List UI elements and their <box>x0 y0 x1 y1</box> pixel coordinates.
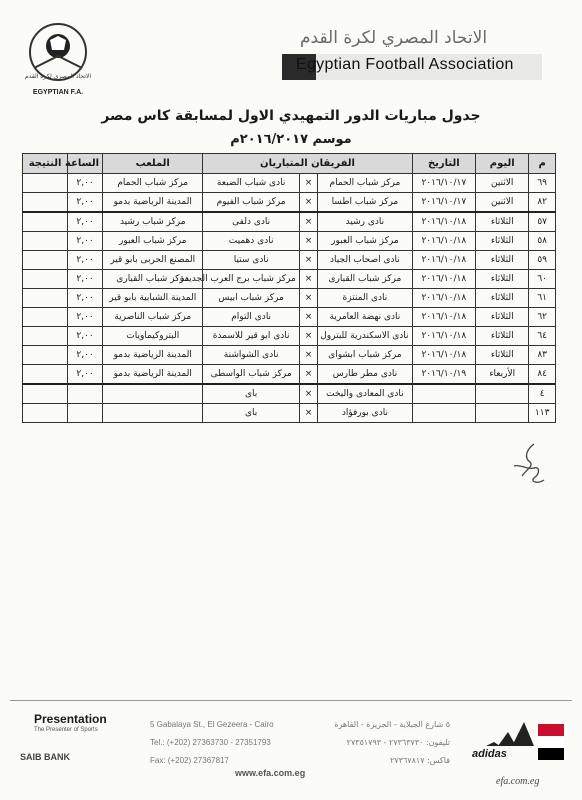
org-name-arabic: الاتحاد المصري لكرة القدم <box>300 28 488 48</box>
cell-day: الاثنين <box>476 193 529 213</box>
cell-result <box>23 384 68 404</box>
cell-result <box>23 404 68 423</box>
cell-venue <box>103 384 203 404</box>
table-row <box>23 270 556 289</box>
table-row <box>23 346 556 365</box>
header-day: اليوم <box>476 154 529 174</box>
cell-date: ٢٠١٦/١٠/١٨ <box>412 346 476 365</box>
cell-venue <box>103 404 203 423</box>
cell-venue: المدينة الرياضية بدمو <box>103 193 203 213</box>
cell-date: ٢٠١٦/١٠/١٧ <box>412 174 476 193</box>
cell-num: ٦٠ <box>529 270 556 289</box>
header-date: التاريخ <box>412 154 476 174</box>
cell-venue: المدينة الرياضية بدمو <box>103 365 203 385</box>
table-row <box>23 404 556 423</box>
cell-day <box>476 384 529 404</box>
cell-num: ٤ <box>529 384 556 404</box>
logo-english-text: EGYPTIAN F.A. <box>32 89 84 96</box>
cell-num: ٦٤ <box>529 327 556 346</box>
cell-teamA: مركز شباب العبور <box>318 232 412 251</box>
cell-time: ٢,٠٠ <box>68 346 103 365</box>
match-schedule-table <box>22 153 556 423</box>
cell-x: × <box>299 308 317 327</box>
table-row <box>23 308 556 327</box>
cell-day: الثلاثاء <box>476 308 529 327</box>
cell-x: × <box>299 232 317 251</box>
table-row <box>23 193 556 213</box>
cell-time: ٢,٠٠ <box>68 193 103 213</box>
table-row <box>23 232 556 251</box>
cell-day: الثلاثاء <box>476 327 529 346</box>
cell-venue: مركز شباب رشيد <box>103 212 203 232</box>
org-name-english: Egyptian Football Association <box>296 56 514 73</box>
cell-teamA: نادى رشيد <box>318 212 412 232</box>
presentation-logo: Presentation <box>34 712 107 726</box>
cell-result <box>23 174 68 193</box>
table-row <box>23 251 556 270</box>
cell-teamB: نادى ستيا <box>203 251 299 270</box>
cell-teamA: نادى اصحاب الجياد <box>318 251 412 270</box>
cell-x: × <box>299 174 317 193</box>
cell-venue: مركز شباب الحمام <box>103 174 203 193</box>
cell-x: × <box>299 365 317 385</box>
cell-result <box>23 232 68 251</box>
footer-address-english <box>150 716 274 770</box>
cell-teamB: نادى دلفى <box>203 212 299 232</box>
cell-date <box>412 384 476 404</box>
cell-result <box>23 270 68 289</box>
address-line-ar: ٥ شارع الجبلاية - الجزيرة - القاهرة <box>334 720 450 729</box>
footer-website: www.efa.com.eg <box>235 768 306 778</box>
cell-date: ٢٠١٦/١٠/١٩ <box>412 365 476 385</box>
season-subtitle: موسم ٢٠١٦/٢٠١٧م <box>230 132 352 147</box>
address-line: 5 Gabalaya St., El Gezeera - Cairo <box>150 720 274 729</box>
phone-line: Tel.: (+202) 27363730 - 27351793 <box>150 738 271 747</box>
cell-result <box>23 327 68 346</box>
cell-venue: المصنع الحربى بابو قير <box>103 251 203 270</box>
cell-teamB: نادى التوام <box>203 308 299 327</box>
cell-result <box>23 212 68 232</box>
cell-x: × <box>299 289 317 308</box>
cell-time: ٢,٠٠ <box>68 327 103 346</box>
cell-teamB: مركز شباب الواسطى <box>203 365 299 385</box>
cell-teamB: مركز شباب برج العرب الجديدة <box>203 270 299 289</box>
cell-date: ٢٠١٦/١٠/١٨ <box>412 308 476 327</box>
cell-time <box>68 404 103 423</box>
cell-time: ٢,٠٠ <box>68 270 103 289</box>
cell-teamA: مركز شباب القبارى <box>318 270 412 289</box>
cell-num: ٥٧ <box>529 212 556 232</box>
header-result: النتيجة <box>23 154 68 174</box>
cell-num: ٨٣ <box>529 346 556 365</box>
cell-venue: المدينة الشبابية بابو قير <box>103 289 203 308</box>
cell-teamB: نادى ابو قير للاسمدة <box>203 327 299 346</box>
cell-teamB: مركز شباب ابيس <box>203 289 299 308</box>
cell-time: ٢,٠٠ <box>68 212 103 232</box>
cell-day: الثلاثاء <box>476 212 529 232</box>
cell-num: ٥٨ <box>529 232 556 251</box>
cell-date: ٢٠١٦/١٠/١٨ <box>412 232 476 251</box>
cell-venue: البتروكيماويات <box>103 327 203 346</box>
cell-day <box>476 404 529 423</box>
cell-day: الاثنين <box>476 174 529 193</box>
cell-time: ٢,٠٠ <box>68 308 103 327</box>
cell-num: ٦٢ <box>529 308 556 327</box>
header-teams: الفريقان المتباريان <box>203 154 412 174</box>
corner-website: efa.com.eg <box>496 776 540 787</box>
cell-x: × <box>299 346 317 365</box>
table-row <box>23 365 556 385</box>
cell-time: ٢,٠٠ <box>68 289 103 308</box>
cell-time <box>68 384 103 404</box>
phone-line-ar: تليفون: ٢٧٣٦٣٧٣٠ - ٢٧٣٥١٧٩٣ <box>346 738 450 747</box>
table-row <box>23 174 556 193</box>
cell-teamA: مركز شباب ابشواى <box>318 346 412 365</box>
cell-teamA: نادى بورفؤاد <box>318 404 412 423</box>
cell-result <box>23 365 68 385</box>
efa-logo-icon <box>14 16 102 100</box>
cell-x: × <box>299 384 317 404</box>
cell-teamB: باى <box>203 404 299 423</box>
cell-day: الثلاثاء <box>476 270 529 289</box>
cell-x: × <box>299 404 317 423</box>
table-row <box>23 327 556 346</box>
header-time: الساعة <box>68 154 103 174</box>
cell-result <box>23 346 68 365</box>
cell-teamB: نادى دهميت <box>203 232 299 251</box>
cell-num: ٨٢ <box>529 193 556 213</box>
cell-time: ٢,٠٠ <box>68 365 103 385</box>
cell-teamA: نادى نهضة العامرية <box>318 308 412 327</box>
table-header-row <box>23 154 556 174</box>
table-row <box>23 289 556 308</box>
cell-day: الأربعاء <box>476 365 529 385</box>
cell-x: × <box>299 251 317 270</box>
table-body <box>23 174 556 423</box>
header-venue: الملعب <box>103 154 203 174</box>
cell-teamB: مركز شباب الفيوم <box>203 193 299 213</box>
cell-x: × <box>299 193 317 213</box>
cell-time: ٢,٠٠ <box>68 232 103 251</box>
cell-day: الثلاثاء <box>476 289 529 308</box>
fax-line-ar: فاكس: ٢٧٣٦٧٨١٧ <box>390 756 450 765</box>
presentation-tagline: The Presenter of Sports <box>34 727 98 733</box>
sponsor-name: adidas <box>472 748 507 760</box>
cell-teamA: مركز شباب اطسا <box>318 193 412 213</box>
cell-result <box>23 193 68 213</box>
cell-venue: مركز شباب القبارى <box>103 270 203 289</box>
cell-date: ٢٠١٦/١٠/١٨ <box>412 212 476 232</box>
cell-time: ٢,٠٠ <box>68 174 103 193</box>
cell-teamB: نادى شباب الضبعة <box>203 174 299 193</box>
cell-x: × <box>299 212 317 232</box>
cell-venue: مركز شباب العبور <box>103 232 203 251</box>
cell-date: ٢٠١٦/١٠/١٨ <box>412 289 476 308</box>
cell-num: ٨٤ <box>529 365 556 385</box>
cell-date: ٢٠١٦/١٠/١٧ <box>412 193 476 213</box>
cell-day: الثلاثاء <box>476 346 529 365</box>
fax-line: Fax: (+202) 27367817 <box>150 756 229 765</box>
cell-num: ٦١ <box>529 289 556 308</box>
cell-num: ٦٩ <box>529 174 556 193</box>
cell-result <box>23 251 68 270</box>
cell-teamA: نادى مطر طارس <box>318 365 412 385</box>
cell-day: الثلاثاء <box>476 251 529 270</box>
cell-venue: مركز شباب الناصرية <box>103 308 203 327</box>
cell-date <box>412 404 476 423</box>
cell-time: ٢,٠٠ <box>68 251 103 270</box>
cell-date: ٢٠١٦/١٠/١٨ <box>412 251 476 270</box>
cell-date: ٢٠١٦/١٠/١٨ <box>412 270 476 289</box>
document-title: جدول مباريات الدور التمهيدي الاول لمسابقة كاس مصر <box>101 108 481 124</box>
cell-num: ٥٩ <box>529 251 556 270</box>
table-row <box>23 212 556 232</box>
cell-result <box>23 289 68 308</box>
header-num: م <box>529 154 556 174</box>
cell-teamB: نادى الشواشنة <box>203 346 299 365</box>
cell-day: الثلاثاء <box>476 232 529 251</box>
saib-logo: SAIB BANK <box>20 752 71 762</box>
cell-result <box>23 308 68 327</box>
cell-teamB: باى <box>203 384 299 404</box>
footer-divider <box>10 700 572 701</box>
cell-teamA: نادى المنتزة <box>318 289 412 308</box>
cell-x: × <box>299 270 317 289</box>
letterhead <box>0 0 582 100</box>
cell-venue: المدينة الرياضية بدمو <box>103 346 203 365</box>
table-row <box>23 384 556 404</box>
cell-teamA: مركز شباب الحمام <box>318 174 412 193</box>
cell-teamA: نادى الاسكندرية للبترول <box>318 327 412 346</box>
footer-address-arabic <box>300 716 450 770</box>
handwritten-signature-icon <box>504 440 550 488</box>
egypt-flag-icon <box>538 724 564 760</box>
cell-date: ٢٠١٦/١٠/١٨ <box>412 327 476 346</box>
cell-num: ١١٣ <box>529 404 556 423</box>
logo-arabic-text: الاتحاد المصري لكرة القدم <box>24 73 92 80</box>
cell-teamA: نادى المعادى واليخت <box>318 384 412 404</box>
cell-x: × <box>299 327 317 346</box>
